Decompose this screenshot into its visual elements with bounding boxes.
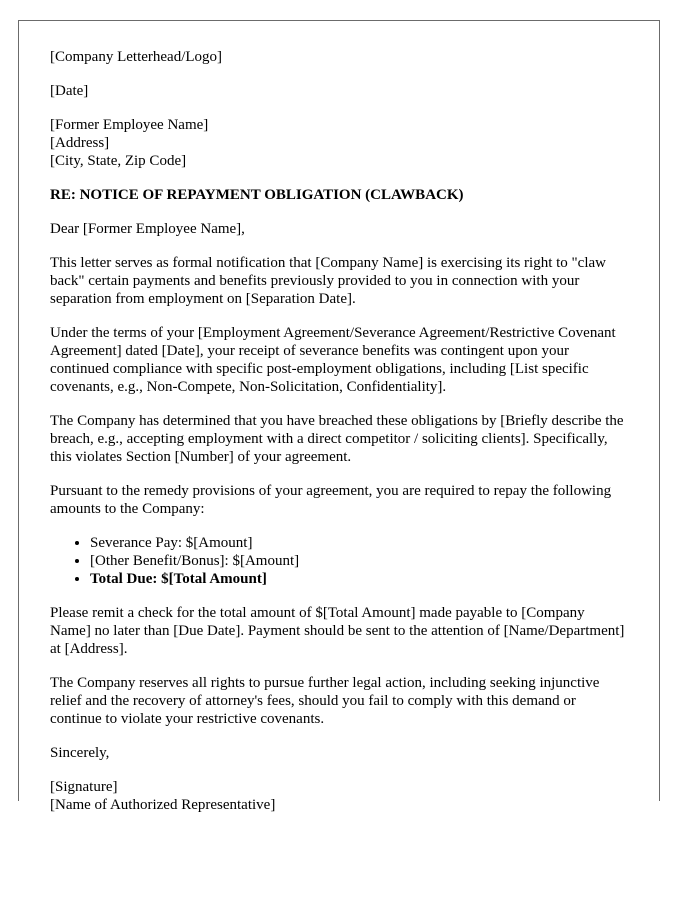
recipient-address: [Address] xyxy=(50,135,110,151)
recipient-city-state-zip: [City, State, Zip Code] xyxy=(50,153,187,169)
recipient-name: [Former Employee Name] xyxy=(50,117,209,133)
paragraph-payment-instructions: Please remit a check for the total amount of $[Total Amount] made payable to [Company Name] no later than [Due Date]. Payment should be sent to the attention of [Name/Department] at [Address]. xyxy=(50,605,625,657)
paragraph-agreement-terms: Under the terms of your [Employment Agreement/Severance Agreement/Restrictive Covenant Agreement] dated [Date], your receipt of severance benefits was contingent upon your continued compliance with specific post-employment obligations, including [List specific covenants, e.g., Non-Compete, Non-Solicitation, Confidentiality]. xyxy=(50,325,616,395)
repayment-amounts-list xyxy=(50,534,629,588)
paragraph-repayment-intro: Pursuant to the remedy provisions of your agreement, you are required to repay the following amounts to the Company: xyxy=(50,483,612,517)
signature: [Signature] xyxy=(50,779,118,795)
paragraph-breach: The Company has determined that you have breached these obligations by [Briefly describe the breach, e.g., accepting employment with a direct competitor / soliciting clients]. Specifically, this violates Section [Number] of your agreement. xyxy=(50,413,624,465)
letter-body xyxy=(19,21,659,814)
paragraph-reservation-of-rights: The Company reserves all rights to pursue further legal action, including seeking injunctive relief and the recovery of attorney's fees, should you fail to comply with this demand or continue to violate your restrictive covenants. xyxy=(50,675,600,727)
amount-item-severance: • Severance Pay: $[Amount] xyxy=(90,534,629,552)
salutation: Dear [Former Employee Name], xyxy=(50,221,245,237)
amount-item-total-due: • Total Due: $[Total Amount] xyxy=(90,570,629,588)
closing: Sincerely, xyxy=(50,745,110,761)
amount-item-other-benefit: • [Other Benefit/Bonus]: $[Amount] xyxy=(90,552,629,570)
paragraph-notification: This letter serves as formal notification that [Company Name] is exercising its right to "claw back" certain payments and benefits previously provided to you in connection with your separation from employment on [Separation Date]. xyxy=(50,255,606,307)
subject-line: RE: NOTICE OF REPAYMENT OBLIGATION (CLAWBACK) xyxy=(50,187,464,203)
recipient-block xyxy=(50,116,629,170)
letter-page xyxy=(18,20,660,813)
letterhead: [Company Letterhead/Logo] xyxy=(50,49,223,65)
signer-name: [Name of Authorized Representative] xyxy=(50,797,276,813)
signature-block xyxy=(50,778,629,814)
letter-date: [Date] xyxy=(50,83,89,99)
